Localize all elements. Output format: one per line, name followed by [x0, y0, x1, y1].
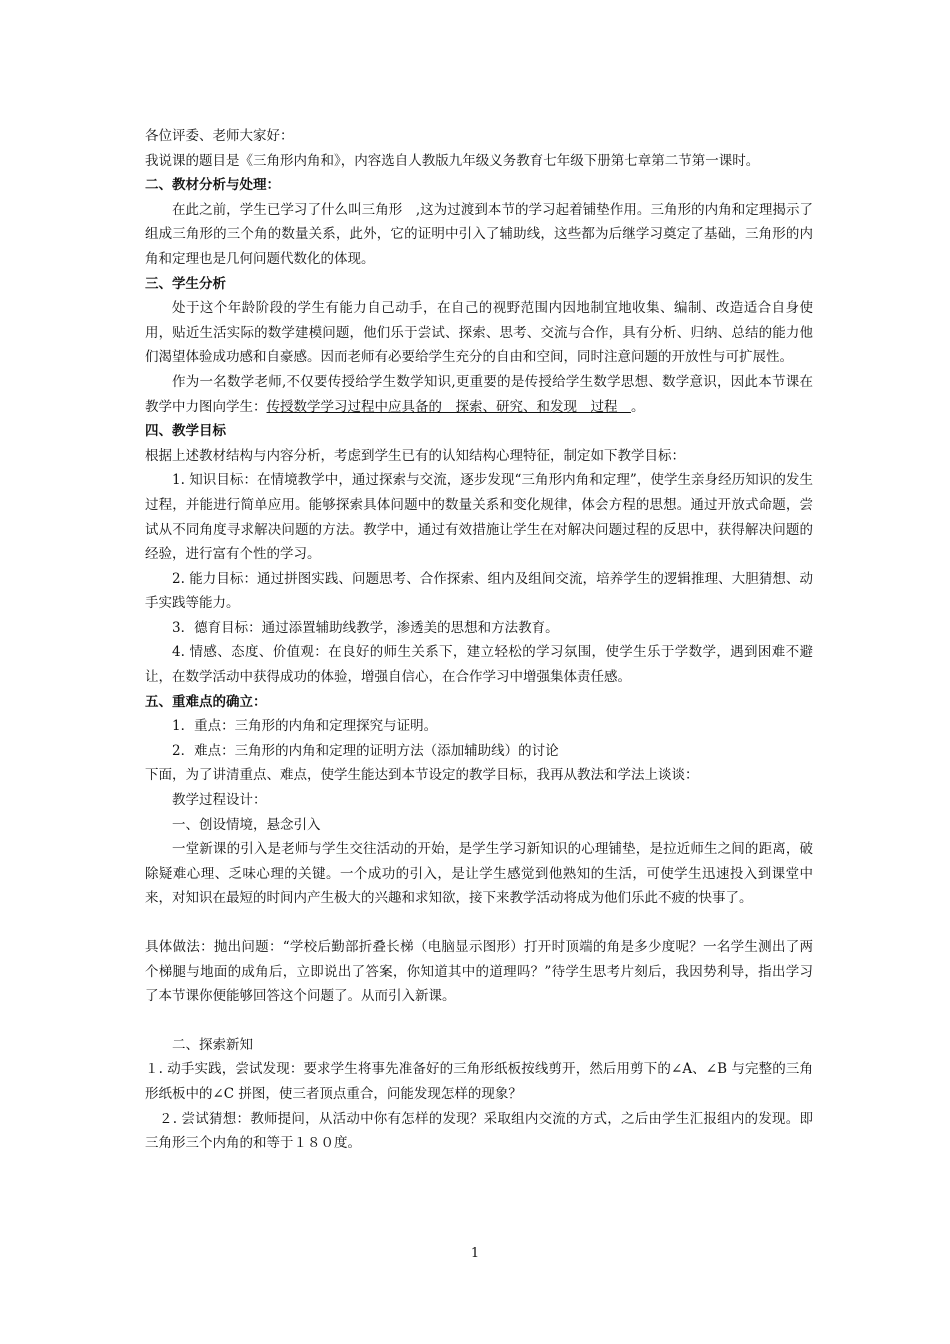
step-2-item-1: １. 动手实践，尝试发现：要求学生将事先准备好的三角形纸板按线剪开，然后用剪下的∠A、∠B 与完整的三角形纸板中的∠C 拼图，使三者顶点重合，问能发现怎样的现象？ [145, 1061, 813, 1102]
spacer [145, 1009, 813, 1033]
document-body [145, 124, 813, 1156]
paragraph-2-prefix: 作为一名数学老师,不仅要传授给学生数学知识,更重要的是传授给学生数学思想、数学意识，因此本节课在教学中力图向学生： [145, 373, 813, 415]
section-3-heading: 三、学生分析 [145, 275, 226, 292]
section-4-lead: 根据上述教材结构与内容分析，考虑到学生已有的认知结构心理特征，制定如下教学目标： [145, 447, 685, 464]
spacer [145, 911, 813, 935]
section-2-heading: 二、教材分析与处理： [145, 177, 280, 194]
step-1-paragraph: 一堂新课的引入是老师与学生交往活动的开始，是学生学习新知识的心理铺垫，是拉近师生之间的距离，破除疑难心理、乏味心理的关键。一个成功的引入，是让学生感觉到他熟知的生活，可使学生迅速投入到课堂中来，对知识在最短的时间内产生极大的兴趣和求知欲，接下来教学活动将成为他们乐此不疲的快事了。 [145, 841, 813, 907]
underlined-phrase: 传授数学学习过程中应具备的 探索、研究、和发现 过程 [266, 398, 631, 415]
practice-paragraph: 具体做法：抛出问题：“学校后勤部折叠长梯（电脑显示图形）打开时顶端的角是多少度呢？一名学生测出了两个梯腿与地面的成角后，立即说出了答案，你知道其中的道理吗？”待学生思考片刻后，我因势利导，指出学习了本节课你便能够回答这个问题了。从而引入新课。 [145, 939, 813, 1005]
paragraph-2-suffix: 。 [631, 398, 645, 415]
page-number: 1 [470, 1246, 480, 1261]
goal-emotion: 4. 情感、态度、价值观：在良好的师生关系下，建立轻松的学习氛围，使学生乐于学数学，遇到困难不避让，在数学活动中获得成功的体验，增强自信心，在合作学习中增强集体责任感。 [145, 644, 813, 686]
step-2-item-2: ２. 尝试猜想：教师提问，从活动中你有怎样的发现？采取组内交流的方式，之后由学生汇报组内的发现。即三角形三个内角的和等于１８０度。 [145, 1110, 813, 1152]
section-2-paragraph: 在此之前，学生已学习了什么叫三角形 ,这为过渡到本节的学习起着铺垫作用。三角形的内角和定理揭示了组成三角形的三个角的数量关系，此外，它的证明中引入了辅助线，这些都为后继学习奠定了基础，三角形的内角和定理也是几何问题代数化的体现。 [145, 201, 813, 267]
goal-ability: 2. 能力目标：通过拼图实践、问题思考、合作探索、组内及组间交流，培养学生的逻辑推理、大胆猜想、动手实践等能力。 [145, 570, 813, 612]
intro-paragraph: 我说课的题目是《三角形内角和》，内容选自人教版九年级义务教育七年级下册第七章第二节第一课时。 [145, 152, 760, 169]
difficult-point: 2．难点：三角形的内角和定理的证明方法（添加辅助线）的讨论 [172, 742, 559, 759]
process-design-label: 教学过程设计： [172, 792, 267, 809]
transition-paragraph: 下面，为了讲清重点、难点，使学生能达到本节设定的教学目标，我再从教法和学法上谈谈： [145, 767, 699, 784]
goal-moral: 3．德育目标：通过添置辅助线教学，渗透美的思想和方法教育。 [172, 619, 559, 636]
section-4-heading: 四、教学目标 [145, 423, 226, 440]
step-1-title: 一、创设情境，悬念引入 [172, 816, 321, 833]
goal-knowledge: 1. 知识目标：在情境教学中，通过探索与交流，逐步发现“三角形内角和定理”，使学生亲身经历知识的发生过程，并能进行简单应用。能够探索具体问题中的数量关系和变化规律，体会方程的思想。通过开放式命题，尝试从不同角度寻求解决问题的方法。教学中，通过有效措施让学生在对解决问题过程的反思中，获得解决问题的经验，进行富有个性的学习。 [145, 472, 813, 563]
section-3-paragraph-1: 处于这个年龄阶段的学生有能力自己动手，在自己的视野范围内因地制宜地收集、编制、改造适合自身使用，贴近生活实际的数学建模问题，他们乐于尝试、探索、思考、交流与合作，具有分析、归纳、总结的能力他们渴望体验成功感和自豪感。因而老师有必要给学生充分的自由和空间，同时注意问题的开放性与可扩展性。 [145, 300, 813, 366]
section-5-heading: 五、重难点的确立： [145, 693, 267, 710]
section-3-paragraph-2 [145, 370, 813, 419]
step-2-title: 二、探索新知 [172, 1036, 253, 1053]
key-point: 1．重点：三角形的内角和定理探究与证明。 [172, 718, 438, 735]
greeting: 各位评委、老师大家好： [145, 128, 294, 144]
